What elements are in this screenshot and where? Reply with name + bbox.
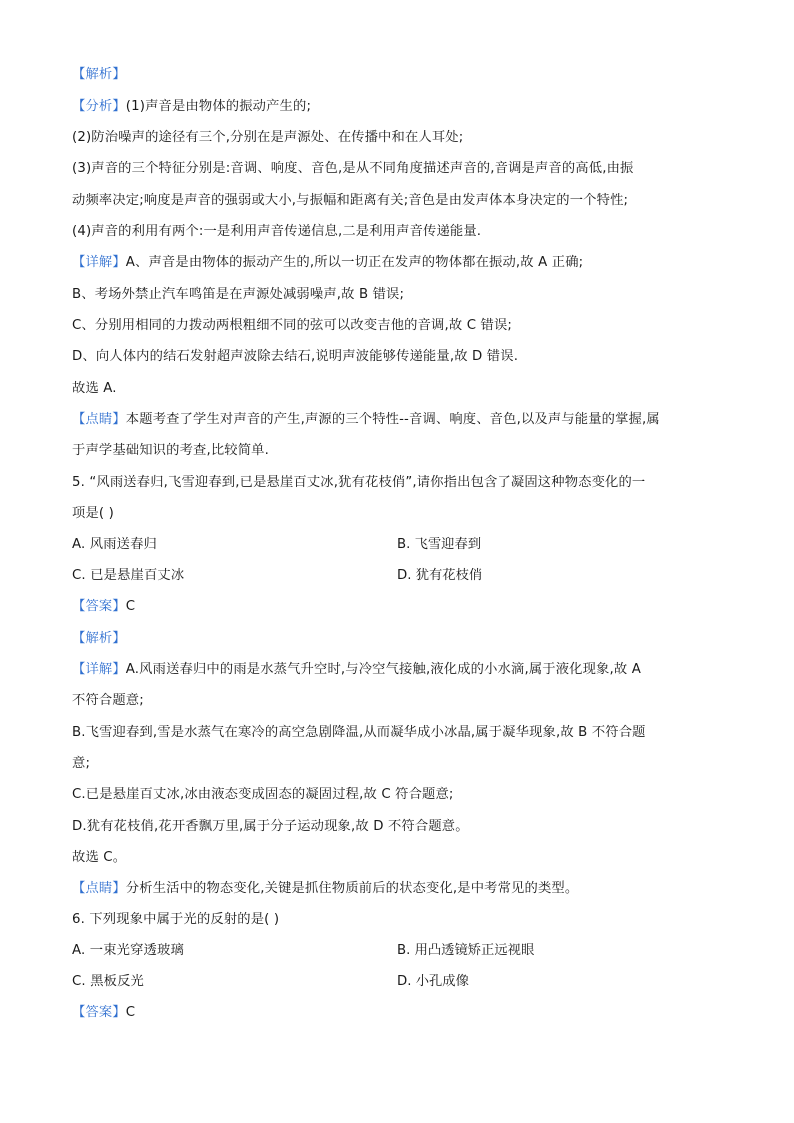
answer-value: C — [125, 1005, 136, 1020]
comment-text: 分析生活中的物态变化,关键是抓住物质前后的状态变化,是中考常见的类型。 — [125, 881, 579, 896]
q5-option-d: D. 犹有花枝俏 — [397, 568, 483, 583]
detail-line-b: B、考场外禁止汽车鸣笛是在声源处减弱噪声,故 B 错误; — [72, 287, 405, 302]
detail-text: A.风雨送春归中的雨是水蒸气升空时,与冷空气接触,液化成的小水滴,属于液化现象,故 A — [125, 662, 641, 677]
q6-option-c: C. 黑板反光 — [72, 974, 144, 989]
tag-xiangjie: 【详解】 — [72, 255, 126, 270]
tag-daan: 【答案】 — [72, 599, 126, 614]
q6-option-d: D. 小孔成像 — [397, 974, 469, 989]
q5-option-c: C. 已是悬崖百丈冰 — [72, 568, 185, 583]
q5-detail-c: C.已是悬崖百丈冰,冰由液态变成固态的凝固过程,故 C 符合题意; — [72, 787, 454, 802]
detail-line-c: C、分别用相同的力拨动两根粗细不同的弦可以改变吉他的音调,故 C 错误; — [72, 318, 513, 333]
q5-option-a: A. 风雨送春归 — [72, 537, 157, 552]
comment-text: 本题考查了学生对声音的产生,声源的三个特性--音调、响度、音色,以及声与能量的掌握,属 — [125, 412, 660, 427]
q5-detail-d: D.犹有花枝俏,花开香飘万里,属于分子运动现象,故 D 不符合题意。 — [72, 819, 469, 834]
comment-line-a — [72, 411, 660, 429]
tag-xiangjie: 【详解】 — [72, 662, 126, 677]
q5-detail-a2: 不符合题意; — [72, 693, 144, 708]
q6-option-b: B. 用凸透镜矫正远视眼 — [397, 943, 535, 958]
analysis-line-2: (2)防治噪声的途径有三个,分别在是声源处、在传播中和在人耳处; — [72, 130, 464, 145]
tag-dianjing: 【点睛】 — [72, 881, 126, 896]
question-5-stem-cont: 项是( ) — [72, 506, 114, 521]
q5-comment — [72, 880, 578, 898]
q5-choose: 故选 C。 — [72, 850, 127, 865]
analysis-line-3b: 动频率决定;响度是声音的强弱或大小,与振幅和距离有关;音色是由发声体本身决定的一个特性; — [72, 193, 629, 208]
q5-detail-b2: 意; — [72, 756, 91, 771]
detail-text: A、声音是由物体的振动产生的,所以一切正在发声的物体都在振动,故 A 正确; — [125, 255, 584, 270]
q5-tag-analysis: 【解析】 — [72, 631, 126, 646]
tag-daan: 【答案】 — [72, 1005, 126, 1020]
question-6-stem: 6. 下列现象中属于光的反射的是( ) — [72, 912, 280, 927]
q6-option-a: A. 一束光穿透玻璃 — [72, 943, 184, 958]
detail-line-a — [72, 254, 583, 272]
q5-answer — [72, 598, 135, 616]
q5-option-b: B. 飞雪迎春到 — [397, 537, 482, 552]
section-tag-analysis: 【解析】 — [72, 67, 126, 82]
analysis-line-1 — [72, 98, 311, 116]
tag-dianjing: 【点睛】 — [72, 412, 126, 427]
question-5-stem: 5. “风雨送春归,飞雪迎春到,已是悬崖百丈冰,犹有花枝俏”,请你指出包含了凝固这种物态变化的一 — [72, 475, 646, 490]
q5-detail-b1: B.飞雪迎春到,雪是水蒸气在寒冷的高空急剧降温,从而凝华成小冰晶,属于凝华现象,故 B 不符合题 — [72, 725, 646, 740]
analysis-line-4: (4)声音的利用有两个:一是利用声音传递信息,二是利用声音传递能量. — [72, 224, 482, 239]
answer-value: C — [125, 599, 136, 614]
choose-line: 故选 A. — [72, 381, 117, 396]
analysis-line-3a: (3)声音的三个特征分别是:音调、响度、音色,是从不同角度描述声音的,音调是声音的高低,由振 — [72, 161, 634, 176]
detail-line-d: D、向人体内的结石发射超声波除去结石,说明声波能够传递能量,故 D 错误. — [72, 349, 519, 364]
tag-fenxi: 【分析】 — [72, 99, 126, 114]
q5-detail-a1 — [72, 661, 641, 679]
analysis-text: (1)声音是由物体的振动产生的; — [125, 99, 312, 114]
comment-line-b: 于声学基础知识的考查,比较简单. — [72, 443, 270, 458]
q6-answer — [72, 1004, 135, 1022]
